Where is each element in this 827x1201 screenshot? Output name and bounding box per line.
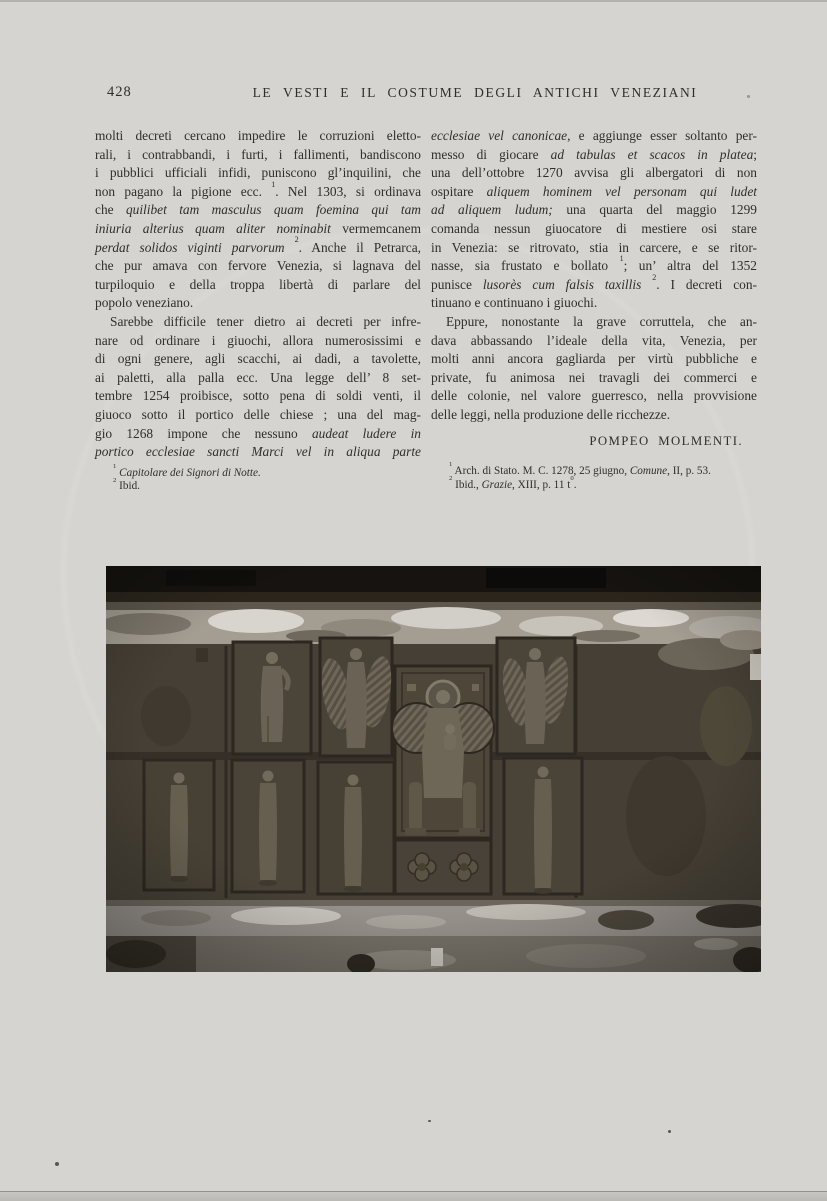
text-line: iniuria alterius quam aliter nominabit vermemcanem [95,220,422,236]
text-line: delle colonie, nel valore guerresco, nella provvisione [431,388,757,404]
paragraph-2-left [95,313,421,462]
text-line: gio 1268 impone che nessuno audeat ludere in [95,425,421,441]
paper-speck [55,1162,59,1166]
text-line: tembre 1254 proibisce, sotto pena di soldi venti, il [95,388,421,404]
text-line: tinuano e continuano i giuochi. [431,295,598,311]
paper-speck [668,1130,671,1133]
text-line: private, fu animosa nei travagli dei commerci e [431,369,757,385]
text-line: di ogni genere, agli scacchi, ai dadi, a tavolette, [95,351,421,367]
text-line: giuoco sotto il portico delle chiese ; una del mag- [95,406,421,422]
text-line: che quilibet tam masculus quam foemina qui tam [95,202,421,218]
text-line: Sarebbe difficile tener dietro ai decreti per infre- [110,313,421,329]
text-line: ad aliquem ludum; una quarta del maggio 1299 [431,202,757,218]
text-line: $^1$ Capitolare dei Signori di Notte. [113,462,261,479]
text-line: nasse, sia frustato e bollato $^1$; un’ altra del 1352 [431,254,757,274]
text-line: nare od ordinare i giuochi, allora numerosissimi e [95,332,421,348]
text-line: popolo veneziano. [95,295,194,311]
text-line: messo di giocare ad tabulas et scacos in platea; [431,146,758,162]
text-line: dava abbassando l’ideale della vita, Venezia, per [431,332,757,348]
text-line: in Venezia: se ritrovato, stia in carcere, e se ritor- [431,239,757,255]
text-line: $^1$ Arch. di Stato. M. C. 1278, 25 giugno, Comune, II, p. 53. [449,461,711,478]
page-number: 428 [107,84,132,100]
paragraph-1-left [95,127,421,313]
text-line: che pur amava con fervore Venezia, si lagnava del [95,258,421,274]
paragraph-2-right [431,313,757,425]
paper-speck [747,95,750,98]
text-line: portico ecclesiae sancti Marci vel in aliqua parte [95,444,421,460]
page-top-edge [0,0,827,2]
text-line: ospitare aliquem hominem vel personam qui ludet [431,183,757,199]
text-line: ecclesiae vel canonicae, e aggiunge esser soltanto per- [431,128,757,143]
text-line: $^2$ Ibid. [113,476,140,493]
text-line: molti decreti cercano impedire le corruzioni eletto- [95,128,421,143]
text-line: punisce lusorès cum falsis taxillis $^2$. I decreti con- [431,272,757,292]
bas-relief-photograph [106,566,761,972]
left-column [95,127,421,494]
text-line: non pagano la pigione ecc. $^1$. Nel 1303, si ordinava [95,179,422,199]
paper-speck [428,1120,431,1122]
running-title: LE VESTI E IL COSTUME DEGLI ANTICHI VENEZIANI [252,85,698,100]
bas-relief-photo-image [106,566,761,972]
text-line: perdat solidos viginti parvorum $^2$. Anche il Petrarca, [95,235,421,255]
text-line: i pubblici ufficiali infidi, puniscono gl’inquilini, che [95,165,421,181]
text-line: delle leggi, nella produzione delle ricchezze. [431,406,671,422]
footnotes-left [95,462,421,495]
author-signature: POMPEO MOLMENTI. [589,433,743,448]
text-line: una dell’ottobre 1270 avvisa gli albergatori di non [431,165,757,181]
text-line: ai paletti, alla palla ecc. Una legge dell’ 8 set- [95,369,421,385]
footnotes-right [431,461,757,493]
right-column [431,127,757,493]
text-line: turpiloquio e della troppa libertà di parlare del [95,276,421,292]
paragraph-1-right [431,127,757,313]
text-line: comanda nessun giuocatore di mestiere osi stare [431,220,757,236]
text-line: rali, i contrabbandi, i furti, i fallimenti, bandiscono [95,146,421,162]
text-line: Eppure, nonostante la grave corruttela, che an- [446,313,757,329]
text-line: molti anni ancora gagliarda per virtù pubbliche e [431,351,757,367]
text-line: $^2$ Ibid., Grazie, XIII, p. 11 $t^0$. [449,475,577,491]
